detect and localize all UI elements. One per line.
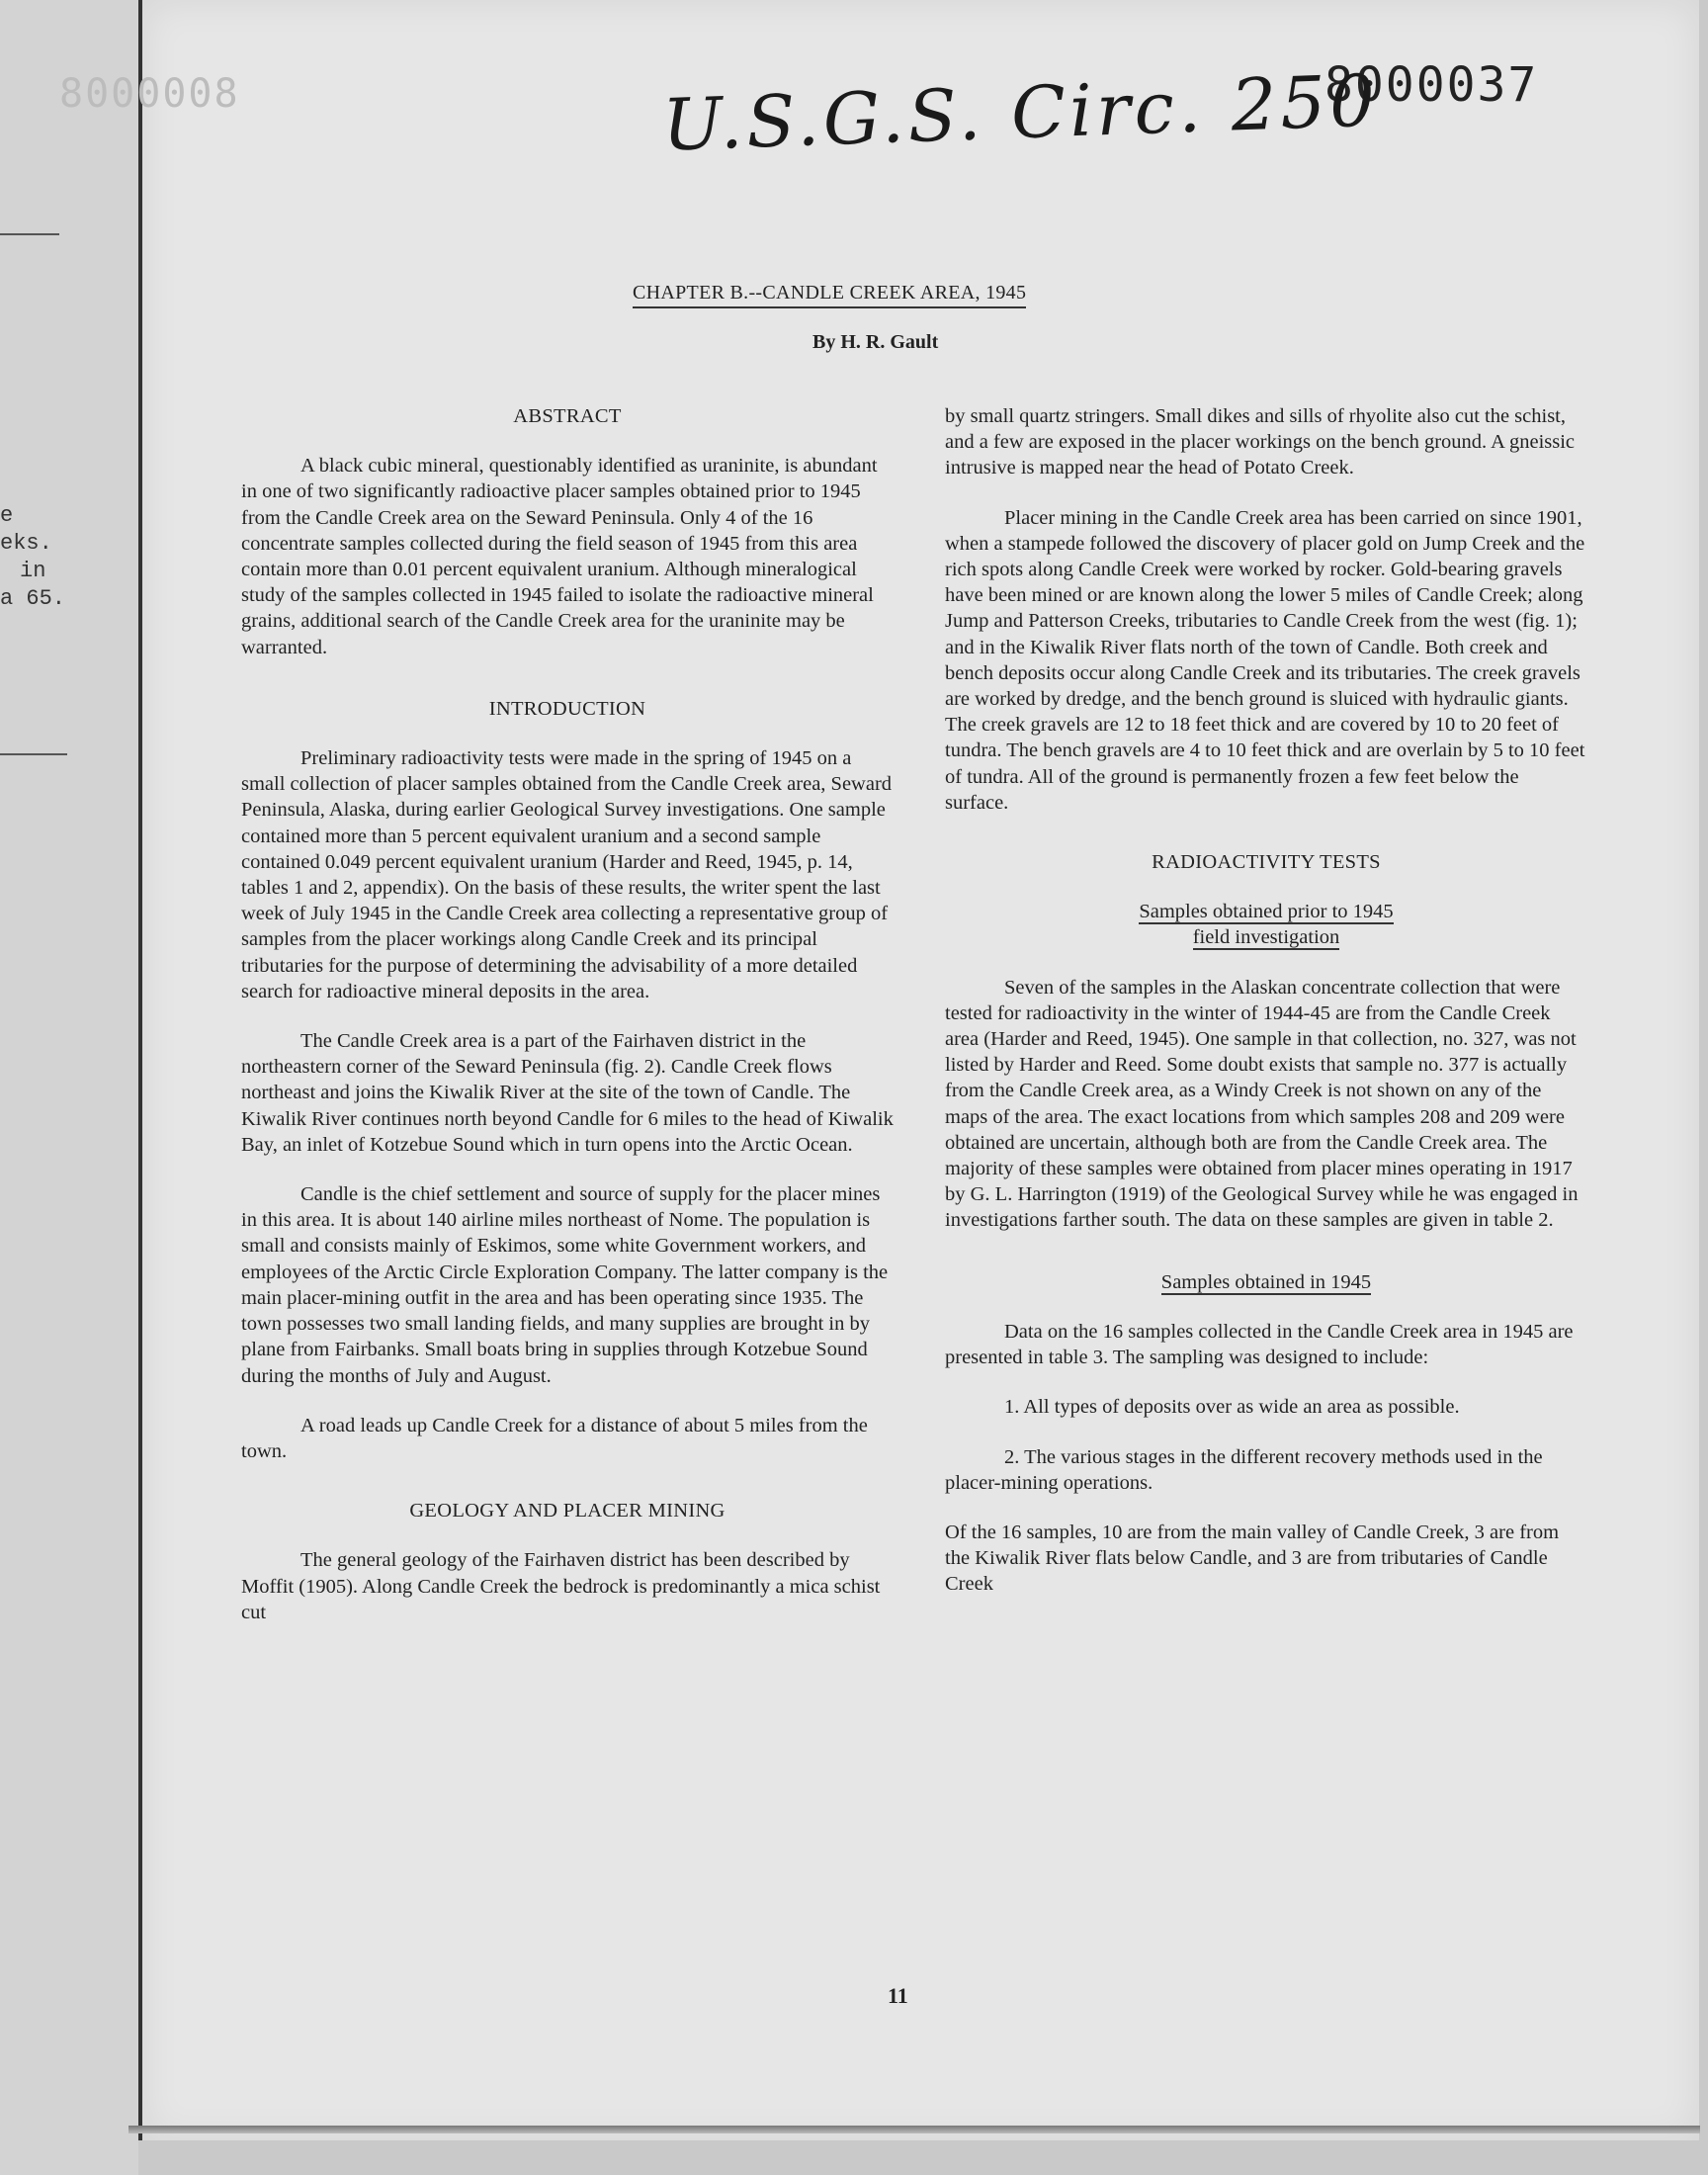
intro-paragraph-1: Preliminary radioactivity tests were made in the spring of 1945 on a small collection of placer samples obtained from the Candle Creek area, Seward Peninsula, Alaska, during earlier Geological Survey investigations. One sample contained more than 5 percent equivalent uranium and a second sample contained 0.049 percent equivalent uranium (Harder and Reed, 1945, p. 14, tables 1 and 2, appendix). On the basis of these results, the writer spent the last week of July 1945 in the Candle Creek area collecting a representative group of samples from the placer workings along Candle Creek and its principal tributaries for the purpose of determining the advisability of a more detailed search for radioactive mineral deposits in the area. [241, 747, 893, 1002]
intro-paragraph-4: A road leads up Candle Creek for a distance of about 5 miles from the town. [241, 1414, 868, 1462]
geology-heading: GEOLOGY AND PLACER MINING [409, 1500, 726, 1522]
right-column [945, 403, 1587, 1621]
margin-fragment: eks. [0, 531, 52, 556]
list-item-1: 1. All types of deposits over as wide an area as possible. [1004, 1396, 1460, 1419]
geology-paragraph-1: The general geology of the Fairhaven district has been described by Moffit (1905). Along Candle Creek the bedrock is predominantly a mica schist cut [241, 1549, 881, 1623]
subheading-prior-line-1: Samples obtained prior to 1945 [1139, 901, 1394, 923]
page-number: 11 [888, 1983, 908, 2008]
abstract-heading: ABSTRACT [513, 405, 622, 427]
underlying-page-edge [0, 0, 138, 2175]
margin-rule [0, 753, 67, 755]
margin-fragment: in [20, 559, 46, 583]
subheading-1945 [945, 1269, 1587, 1295]
samples-1945-paragraph-2: Of the 16 samples, 10 are from the main valley of Candle Creek, 3 are from the Kiwalik River flats below Candle, and 3 are from tributaries of Candle Creek [945, 1521, 1560, 1596]
prior-samples-paragraph: Seven of the samples in the Alaskan concentrate collection that were tested for radioactivity in the winter of 1944-45 are from the Candle Creek area (Harder and Reed, 1945). One sample in that collection, no. 327, was not listed by Harder and Reed. Some doubt exists that sample no. 377 is actually from the Candle Creek area, as a Windy Creek is not shown on any of the maps of the area. The exact locations from which samples 208 and 209 were obtained are uncertain, although both are from the Candle Creek area. The majority of these samples were obtained from placer mines operating in 1917 by G. L. Harrington (1919) of the Geological Survey while he was engaged in investigations farther south. The data on these samples are given in table 2. [945, 976, 1579, 1232]
intro-paragraph-3: Candle is the chief settlement and source of supply for the placer mines in this area. It is about 140 airline miles northeast of Nome. The population is small and consists mainly of Eskimos, some white Government workers, and employees of the Arctic Circle Exploration Company. The latter company is the main placer-mining outfit in the area and has been operating since 1935. The town possesses two small landing fields, and many supplies are brought in by plane from Fairbanks. Small boats bring in supplies through Kotzebue Sound during the months of July and August. [241, 1183, 889, 1387]
geology-paragraph-1-continued: by small quartz stringers. Small dikes and sills of rhyolite also cut the schist, and a few are exposed in the placer workings on the bench ground. A gneissic intrusive is mapped near the head of Potato Creek. [945, 405, 1576, 479]
faint-stamp-number: 8000008 [59, 71, 240, 117]
margin-fragment: e [0, 503, 14, 528]
byline: By H. R. Gault [812, 331, 939, 353]
left-column [241, 403, 894, 1649]
margin-rule [0, 233, 59, 235]
margin-fragment: a 65. [0, 586, 66, 611]
page-bottom-edge [128, 2126, 1700, 2133]
geology-paragraph-2: Placer mining in the Candle Creek area has been carried on since 1901, when a stampede followed the discovery of placer gold on Jump Creek and the rich spots along Candle Creek were worked by rocker. Gold-bearing gravels have been mined or are known along the lower 5 miles of Candle Creek; along Jump and Patterson Creeks, tributaries to Candle Creek from the west (fig. 1); and in the Kiwalik River flats north of the town of Candle. Both creek and bench deposits occur along Candle Creek and its tributaries. The creek gravels are worked by dredge, and the bench ground is sluiced with hydraulic giants. The creek gravels are 12 to 18 feet thick and are covered by 10 to 20 feet of tundra. The bench gravels are 4 to 10 feet thick and are overlain by 5 to 10 feet of tundra. All of the ground is permanently frozen a few feet below the surface. [945, 506, 1585, 814]
handwritten-note: U.S.G.S. Circ. 250 [660, 58, 1381, 167]
subheading-prior-1945 [945, 899, 1587, 950]
intro-paragraph-2: The Candle Creek area is a part of the Fairhaven district in the northeastern corner of the Seward Peninsula (fig. 2). Candle Creek flows northeast and joins the Kiwalik River at the site of the town of Candle. The Kiwalik River continues north beyond Candle for 6 miles to the head of Kiwalik Bay, an inlet of Kotzebue Sound which in turn opens into the Arctic Ocean. [241, 1030, 894, 1156]
abstract-paragraph: A black cubic mineral, questionably identified as uraninite, is abundant in one of two significantly radioactive placer samples obtained prior to 1945 from the Candle Creek area on the Seward Peninsula. Only 4 of the 16 concentrate samples collected during the field season of 1945 from this area contain more than 0.01 percent equivalent uranium. Although mineralogical study of the samples collected in 1945 failed to isolate the radioactive mineral grains, additional search of the Candle Creek area for the uraninite may be warranted. [241, 455, 878, 658]
stamp-number: 8000037 [1324, 57, 1539, 113]
subheading-1945-text: Samples obtained in 1945 [1160, 1270, 1372, 1293]
list-item-2: 2. The various stages in the different recovery methods used in the placer-mining operations. [945, 1445, 1543, 1494]
samples-1945-paragraph-1: Data on the 16 samples collected in the Candle Creek area in 1945 are presented in table 3. The sampling was designed to include: [945, 1320, 1574, 1369]
radioactivity-heading: RADIOACTIVITY TESTS [1152, 851, 1381, 874]
chapter-title: CHAPTER B.--CANDLE CREEK AREA, 1945 [633, 282, 1026, 308]
introduction-heading: INTRODUCTION [488, 697, 646, 720]
subheading-prior-line-2: field investigation [1192, 926, 1340, 949]
